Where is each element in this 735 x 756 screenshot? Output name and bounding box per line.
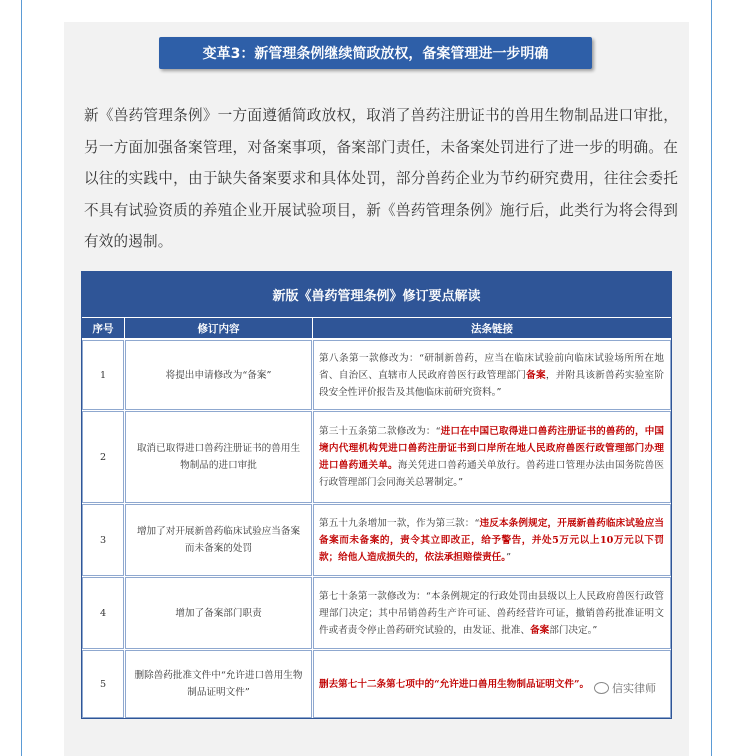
- law-highlight: 违反本条例规定，开展新兽药临床试验应当备案而未备案的，责令其立即改正，给予警告，并处5万元以上10万元以下罚款；给他人造成损失的，依法承担赔偿责任。: [319, 517, 665, 563]
- row-change: 删除兽药批准文件中“允许进口兽用生物制品证明文件”: [125, 650, 312, 718]
- law-segment: ”: [506, 551, 511, 563]
- row-number: 1: [82, 340, 124, 410]
- law-highlight: 备案: [526, 369, 546, 381]
- header-no: 序号: [82, 318, 124, 338]
- row-law: [313, 340, 671, 410]
- watermark: [594, 680, 656, 696]
- table-title: 新版《兽药管理条例》修订要点解读: [82, 272, 671, 317]
- row-number: 4: [82, 577, 124, 649]
- header-change: 修订内容: [125, 318, 312, 338]
- law-text: [319, 515, 664, 566]
- row-law: [313, 577, 671, 649]
- law-highlight: 进口在中国已取得进口兽药注册证书的兽药的，中国境内代理机构凭进口兽药注册证书到口岸所在地人民政府兽医行政管理部门办理进口兽药通关单。: [319, 426, 665, 471]
- law-segment: 第三十五条第二款修改为：“: [319, 426, 441, 437]
- header-law: 法条链接: [313, 318, 671, 338]
- intro-paragraph: 新《兽药管理条例》一方面遵循简政放权，取消了兽药注册证书的兽用生物制品进口审批，另一方面加强备案管理，对备案事项，备案部门责任，未备案处罚进行了进一步的明确。在以往的实践中，由于缺失备案要求和具体处罚，部分兽药企业为节约研究费用，往往会委托不具有试验资质的养殖企业开展试验项目，新《兽药管理条例》施行后，此类行为将会得到有效的遏制。: [84, 107, 678, 250]
- row-change: 取消已取得进口兽药注册证书的兽用生物制品的进口审批: [125, 411, 312, 503]
- law-segment: ，并附具该新兽药实验室阶段安全性评价报告及其他临床前研究资料。”: [319, 369, 665, 398]
- left-frame-line: [21, 0, 22, 756]
- law-segment: 部门决定。”: [549, 624, 598, 636]
- law-text: [319, 588, 664, 639]
- law-highlight: 删去第七十二条第七项中的“允许进口兽用生物制品证明文件”。: [319, 678, 590, 690]
- row-change: 增加了备案部门职责: [125, 577, 312, 649]
- law-segment: 第五十九条增加一款，作为第三款：“: [319, 517, 480, 529]
- row-number: 2: [82, 411, 124, 503]
- right-frame-line: [711, 0, 712, 756]
- law-text: [319, 423, 664, 491]
- law-segment: 海关凭进口兽药通关单放行。兽药进口管理办法由国务院兽医行政管理部门会同海关总署制定。”: [319, 460, 665, 488]
- wechat-icon: [594, 682, 609, 694]
- law-segment: 第七十条第一款修改为：“本条例规定的行政处罚由县级以上人民政府兽医行政管理部门决定；其中吊销兽药生产许可证、兽药经营许可证，撤销兽药批准证明文件或者责令停止兽药研究试验的，由发证、批准、: [319, 590, 664, 636]
- row-number: 3: [82, 504, 124, 576]
- section-banner: 变革3：新管理条例继续简政放权，备案管理进一步明确: [159, 37, 592, 69]
- row-law: [313, 411, 671, 503]
- law-text: [319, 350, 664, 401]
- law-segment: 第八条第一款修改为：“研制新兽药，应当在临床试验前向临床试验场所所在地省、自治区、直辖市人民政府兽医行政管理部门: [319, 352, 664, 381]
- row-number: 5: [82, 650, 124, 718]
- revision-table: [81, 271, 672, 719]
- row-change: 将提出申请修改为“备案”: [125, 340, 312, 410]
- row-change: 增加了对开展新兽药临床试验应当备案而未备案的处罚: [125, 504, 312, 576]
- law-highlight: 备案: [530, 624, 550, 636]
- law-text: [319, 676, 589, 693]
- watermark-text: 信实律师: [612, 682, 656, 695]
- row-law: [313, 504, 671, 576]
